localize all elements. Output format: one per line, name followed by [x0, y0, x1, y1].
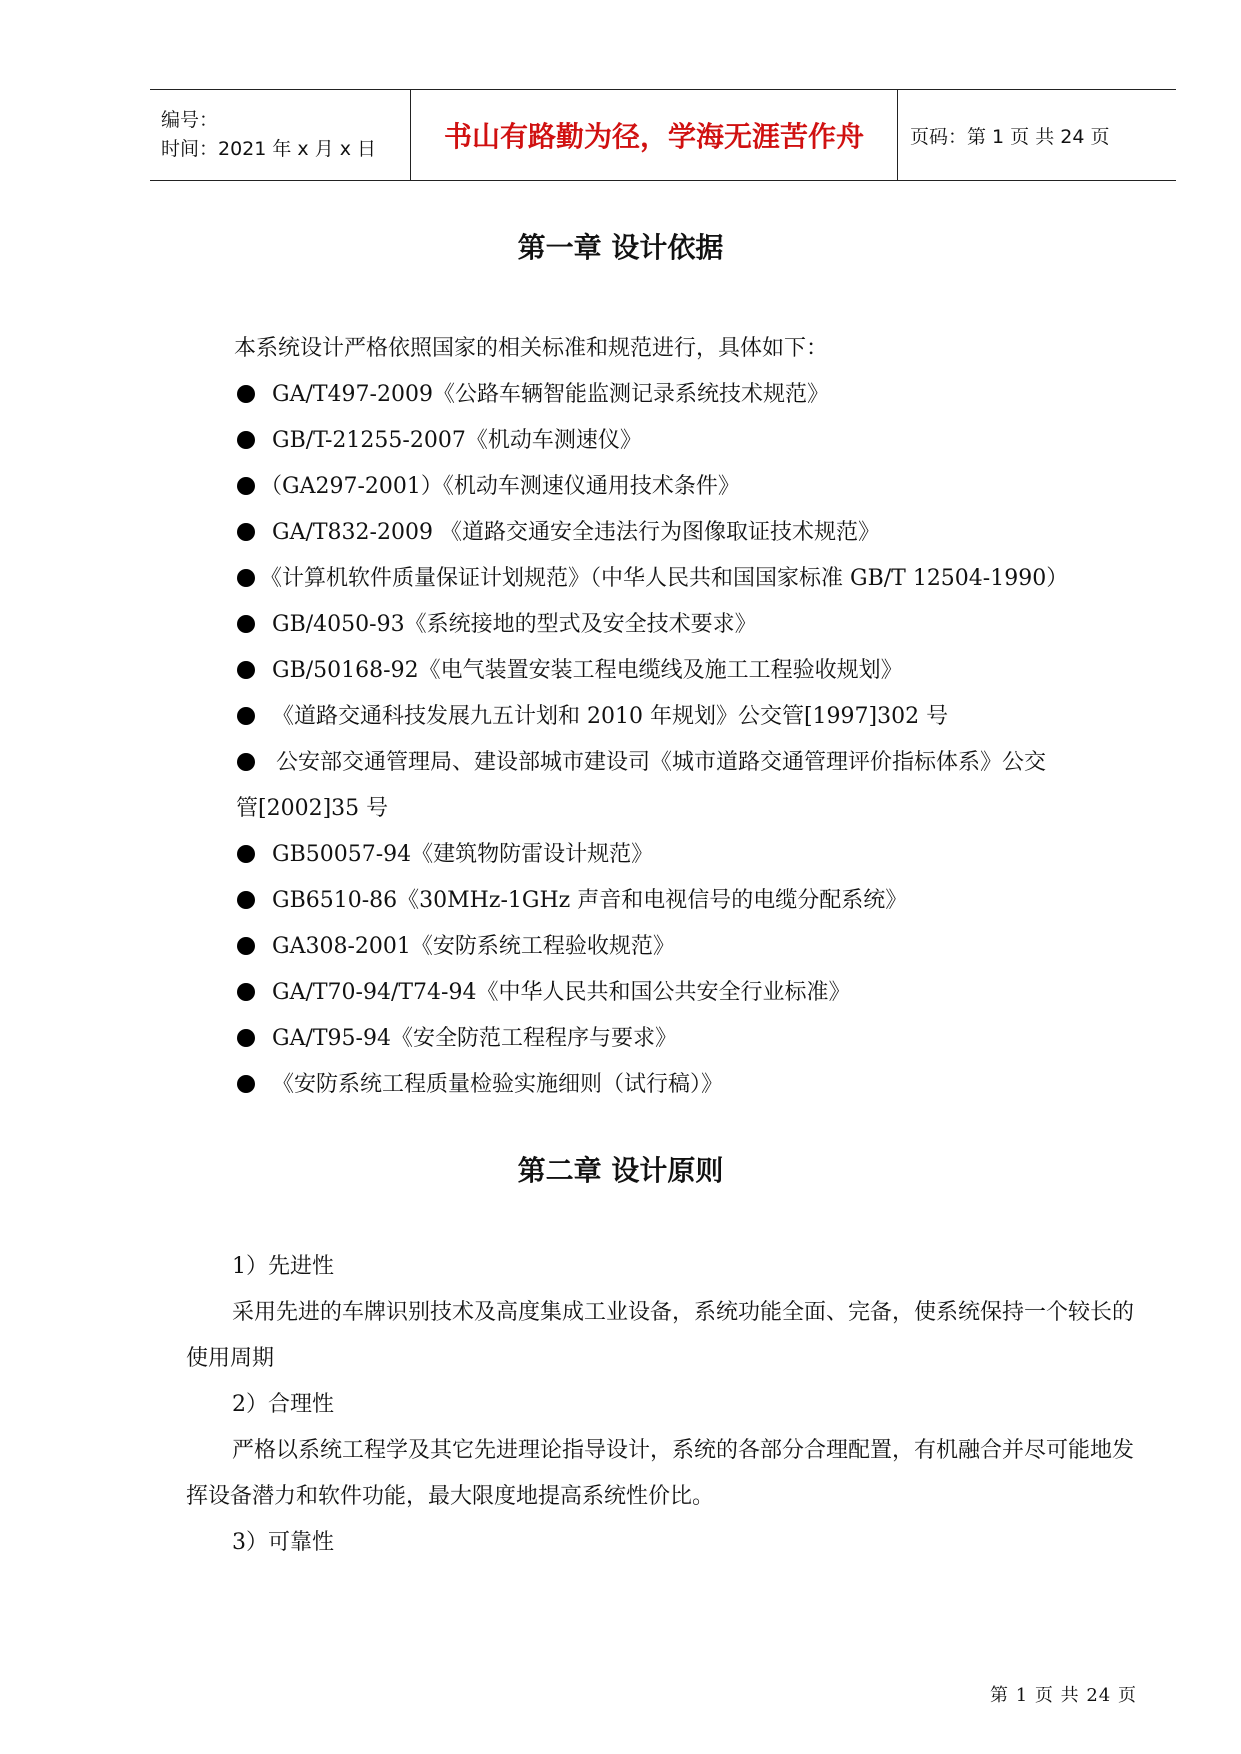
bullet-icon	[237, 523, 255, 541]
bullet-icon	[237, 615, 255, 633]
list-item: GA/T95-94《安全防范工程程序与要求》	[238, 1016, 1148, 1062]
list-item: GB/50168-92《电气装置安装工程电缆线及施工工程验收规划》	[238, 648, 1148, 694]
chapter2-title: 第二章 设计原则	[517, 1154, 724, 1187]
standards-list	[238, 372, 1148, 1108]
bullet-icon	[237, 385, 255, 403]
list-item: GA/T832-2009 《道路交通安全违法行为图像取证技术规范》	[238, 510, 1148, 556]
header-meta	[150, 90, 411, 180]
document-number-label: 编号：	[161, 109, 219, 131]
list-item-continuation: 管[2002]35 号	[236, 796, 389, 821]
list-item: GB/4050-93《系统接地的型式及安全技术要求》	[238, 602, 1148, 648]
principle-1-label: 1）先进性	[232, 1254, 334, 1279]
chapter1-title: 第一章 设计依据	[517, 231, 724, 264]
header-motto: 书山有路勤为径，学海无涯苦作舟	[411, 90, 898, 180]
list-item: GA/T70-94/T74-94《中华人民共和国公共安全行业标准》	[238, 970, 1148, 1016]
bullet-icon	[237, 661, 255, 679]
bullet-icon	[237, 1029, 255, 1047]
page-header	[150, 89, 1176, 181]
bullet-icon	[237, 845, 255, 863]
list-item: GB50057-94《建筑物防雷设计规范》	[238, 832, 1148, 878]
principle-3-label: 3）可靠性	[232, 1530, 334, 1555]
list-item: GB6510-86《30MHz-1GHz 声音和电视信号的电缆分配系统》	[238, 878, 1148, 924]
principle-2-label: 2）合理性	[232, 1392, 334, 1417]
bullet-icon	[237, 431, 255, 449]
header-page-info: 页码：第 1 页 共 24 页	[910, 125, 1110, 148]
document-time-label: 时间：2021 年 x 月 x 日	[161, 138, 377, 160]
bullet-icon	[237, 983, 255, 1001]
page-footer: 第 1 页 共 24 页	[990, 1685, 1137, 1706]
principle-1-text: 采用先进的车牌识别技术及高度集成工业设备，系统功能全面、完备，使系统保持一个较长的使用周期	[186, 1300, 1135, 1371]
list-item: 《计算机软件质量保证计划规范》（中华人民共和国国家标准 GB/T 12504-1990）	[238, 556, 1148, 602]
bullet-icon	[237, 937, 255, 955]
list-item: 《道路交通科技发展九五计划和 2010 年规划》公交管[1997]302 号	[238, 694, 1148, 740]
list-item: 公安部交通管理局、建设部城市建设司《城市道路交通管理评价指标体系》公交	[238, 740, 1148, 786]
bullet-icon	[237, 569, 255, 587]
bullet-icon	[237, 753, 255, 771]
bullet-icon	[237, 477, 255, 495]
bullet-icon	[237, 1075, 255, 1093]
bullet-icon	[237, 891, 255, 909]
list-item: 《安防系统工程质量检验实施细则（试行稿）》	[238, 1062, 1148, 1108]
list-item: GA/T497-2009《公路车辆智能监测记录系统技术规范》	[238, 372, 1148, 418]
list-item: GB/T-21255-2007《机动车测速仪》	[238, 418, 1148, 464]
principle-2-text: 严格以系统工程学及其它先进理论指导设计，系统的各部分合理配置，有机融合并尽可能地发挥设备潜力和软件功能，最大限度地提高系统性价比。	[186, 1438, 1135, 1509]
bullet-icon	[237, 707, 255, 725]
list-item: （GA297-2001）《机动车测速仪通用技术条件》	[238, 464, 1148, 510]
list-item: GA308-2001《安防系统工程验收规范》	[238, 924, 1148, 970]
chapter1-intro: 本系统设计严格依照国家的相关标准和规范进行，具体如下：	[234, 336, 829, 361]
